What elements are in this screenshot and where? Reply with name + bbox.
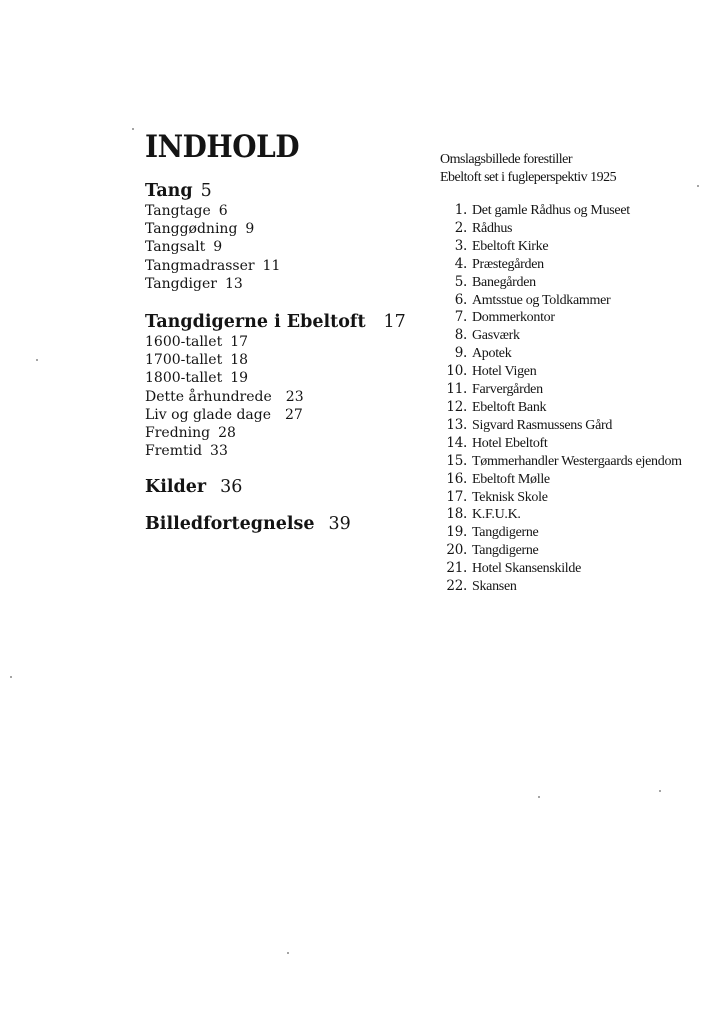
toc-entry-page: 33 bbox=[210, 443, 228, 460]
cover-legend-item bbox=[440, 309, 715, 327]
scan-speck bbox=[10, 676, 12, 678]
cover-legend-item bbox=[440, 453, 715, 471]
toc-entry-page: 19 bbox=[230, 370, 249, 387]
scan-speck bbox=[287, 952, 289, 954]
cover-legend-label: Gasværk bbox=[472, 328, 520, 344]
toc-entry-label: 1800-tallet bbox=[145, 370, 223, 387]
cover-legend-label: Præstegården bbox=[472, 256, 544, 272]
cover-legend-number: 2. bbox=[454, 219, 467, 236]
toc-entry-page: 23 bbox=[285, 388, 304, 405]
scan-speck bbox=[697, 185, 699, 187]
toc-entry-label: 1700-tallet bbox=[145, 352, 223, 369]
cover-legend-label: Apotek bbox=[472, 346, 512, 362]
toc-entry-page: 13 bbox=[224, 275, 243, 292]
cover-legend-number: 18. bbox=[446, 506, 467, 523]
cover-legend-item bbox=[440, 417, 715, 435]
cover-legend-item bbox=[440, 363, 715, 381]
cover-legend-number: 6. bbox=[454, 291, 467, 308]
toc-heading-label: Tangdigerne i Ebeltoft bbox=[145, 312, 366, 333]
page-title: INDHOLD bbox=[145, 129, 300, 165]
cover-legend-item bbox=[440, 381, 715, 399]
toc-entry-label: 1600-tallet bbox=[145, 334, 223, 351]
cover-legend-label: Tangdigerne bbox=[472, 525, 539, 541]
cover-legend-number: 10. bbox=[446, 363, 467, 380]
toc-heading-page: 17 bbox=[383, 312, 406, 333]
toc-entry-page: 9 bbox=[213, 239, 223, 256]
toc-section-heading bbox=[145, 311, 415, 333]
cover-legend-number: 11. bbox=[446, 381, 467, 398]
toc-entry-label: Tangtage bbox=[145, 203, 211, 219]
cover-legend-item bbox=[440, 238, 715, 256]
table-of-contents bbox=[145, 128, 415, 535]
toc-entry-page: 27 bbox=[285, 406, 303, 423]
toc-section-tang bbox=[145, 180, 415, 293]
toc-entry bbox=[145, 202, 415, 220]
toc-entry-label: Tangmadrasser bbox=[145, 257, 255, 274]
cover-legend-number: 4. bbox=[454, 255, 467, 272]
cover-legend-item bbox=[440, 560, 715, 578]
cover-legend-item bbox=[440, 202, 715, 220]
cover-legend-number: 7. bbox=[454, 309, 467, 326]
toc-entry-label: Fredning bbox=[145, 425, 211, 442]
cover-legend-number: 21. bbox=[446, 560, 467, 577]
cover-legend-item bbox=[440, 524, 715, 542]
toc-entry-page: 28 bbox=[218, 425, 236, 442]
cover-legend-item bbox=[440, 274, 715, 292]
toc-section-tangdigerne bbox=[145, 311, 415, 460]
toc-heading-label: Kilder bbox=[145, 477, 207, 498]
cover-legend-number: 5. bbox=[454, 273, 467, 290]
toc-section-kilder bbox=[145, 476, 415, 498]
toc-entry-label: Tangdiger bbox=[145, 275, 217, 292]
cover-legend-item bbox=[440, 489, 715, 507]
cover-legend-label: Skansen bbox=[472, 579, 517, 595]
cover-legend-item bbox=[440, 578, 715, 596]
cover-legend-item bbox=[440, 327, 715, 345]
toc-entry bbox=[145, 406, 415, 424]
toc-section-heading bbox=[145, 476, 415, 498]
toc-entry-page: 18 bbox=[230, 352, 249, 369]
cover-legend-item bbox=[440, 506, 715, 524]
cover-legend-item bbox=[440, 256, 715, 274]
cover-legend-number: 3. bbox=[454, 237, 467, 254]
cover-legend-number: 12. bbox=[446, 398, 467, 415]
toc-entry-label: Fremtid bbox=[145, 443, 203, 460]
cover-legend-number: 22. bbox=[446, 578, 467, 595]
toc-entry-page: 9 bbox=[245, 221, 255, 238]
cover-legend-label: Tangdigerne bbox=[472, 543, 539, 559]
toc-entry-label: Tangsalt bbox=[145, 239, 206, 256]
cover-legend-label: Hotel Ebeltoft bbox=[472, 435, 548, 451]
toc-entry-label: Dette århundrede bbox=[145, 388, 272, 405]
toc-entry bbox=[145, 238, 415, 256]
cover-legend-number: 8. bbox=[454, 327, 467, 344]
scan-speck bbox=[538, 796, 540, 798]
scan-speck bbox=[132, 128, 134, 130]
cover-legend-number: 9. bbox=[454, 345, 467, 362]
toc-entry-page: 6 bbox=[218, 203, 228, 219]
toc-entry bbox=[145, 388, 415, 406]
cover-caption-line: Omslagsbillede forestiller bbox=[440, 152, 573, 167]
cover-legend-number: 16. bbox=[446, 470, 467, 487]
cover-legend-label: Ebeltoft Bank bbox=[472, 399, 547, 415]
toc-heading-page: 5 bbox=[200, 181, 212, 201]
cover-legend-label: Ebeltoft Mølle bbox=[472, 471, 550, 487]
cover-legend-number: 19. bbox=[446, 524, 467, 541]
toc-section-heading bbox=[145, 180, 415, 202]
toc-entry bbox=[145, 220, 415, 238]
cover-legend-label: Det gamle Rådhus og Museet bbox=[472, 203, 630, 218]
toc-heading-page: 39 bbox=[328, 514, 351, 535]
cover-legend-item bbox=[440, 542, 715, 560]
cover-legend-label: Hotel Skansenskilde bbox=[472, 561, 582, 577]
cover-legend-item bbox=[440, 345, 715, 363]
cover-legend-label: Hotel Vigen bbox=[472, 364, 537, 380]
cover-legend-label: Tømmerhandler Westergaards ejendom bbox=[472, 453, 682, 469]
cover-caption-line: Ebeltoft set i fugleperspektiv 1925 bbox=[440, 170, 617, 185]
toc-entry bbox=[145, 424, 415, 442]
toc-section-billedfortegnelse bbox=[145, 513, 415, 535]
toc-heading-label: Tang bbox=[145, 181, 193, 201]
cover-legend-label: Banegården bbox=[472, 274, 536, 290]
toc-entry bbox=[145, 351, 415, 369]
cover-legend-list bbox=[440, 202, 715, 596]
toc-heading-label: Billedfortegnelse bbox=[145, 514, 315, 535]
cover-legend-label: Amtsstue og Toldkammer bbox=[472, 292, 611, 308]
cover-legend-item bbox=[440, 399, 715, 417]
cover-legend-label: Teknisk Skole bbox=[472, 489, 548, 505]
cover-legend-number: 14. bbox=[446, 434, 467, 451]
cover-legend-item bbox=[440, 471, 715, 489]
cover-legend-number: 17. bbox=[446, 488, 467, 505]
cover-legend-label: Ebeltoft Kirke bbox=[472, 238, 549, 254]
toc-entry bbox=[145, 442, 415, 460]
cover-legend-number: 1. bbox=[454, 202, 467, 218]
toc-entry bbox=[145, 257, 415, 275]
toc-entry-page: 17 bbox=[230, 334, 249, 351]
toc-entry bbox=[145, 333, 415, 351]
cover-legend-number: 15. bbox=[446, 452, 467, 469]
toc-entry-label: Liv og glade dage bbox=[145, 406, 272, 423]
scan-speck bbox=[659, 790, 661, 792]
cover-legend-item bbox=[440, 292, 715, 310]
cover-legend-item bbox=[440, 435, 715, 453]
cover-legend-label: Dommerkontor bbox=[472, 310, 555, 326]
toc-entry-page: 11 bbox=[262, 257, 281, 274]
toc-section-heading bbox=[145, 513, 415, 535]
toc-entry-label: Tanggødning bbox=[145, 221, 238, 238]
cover-legend-label: Sigvard Rasmussens Gård bbox=[472, 417, 613, 433]
cover-legend-label: Rådhus bbox=[472, 220, 513, 236]
toc-entry bbox=[145, 275, 415, 293]
toc-entry bbox=[145, 369, 415, 387]
scan-speck bbox=[36, 359, 38, 361]
toc-heading-page: 36 bbox=[220, 477, 243, 498]
cover-legend-number: 20. bbox=[446, 542, 467, 559]
cover-legend-label: Farvergården bbox=[472, 382, 543, 398]
cover-legend-number: 13. bbox=[446, 416, 467, 433]
cover-caption bbox=[440, 151, 715, 596]
cover-legend-label: K.F.U.K. bbox=[472, 507, 521, 523]
cover-legend-item bbox=[440, 220, 715, 238]
